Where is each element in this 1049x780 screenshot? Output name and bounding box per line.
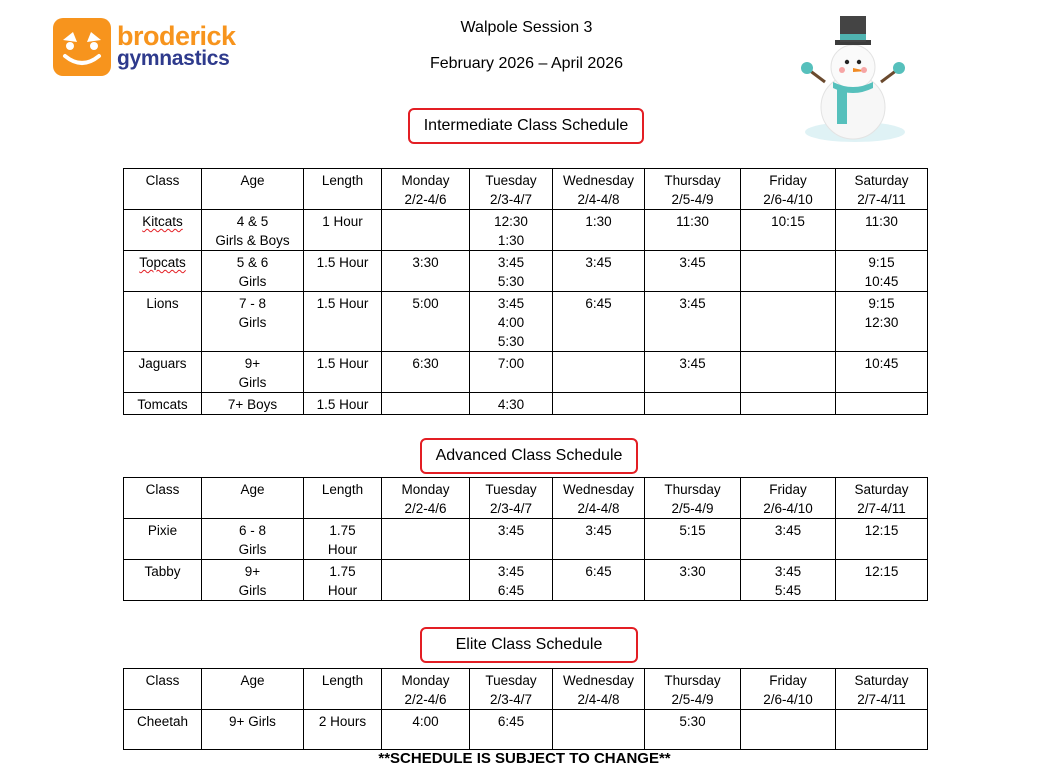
table-row <box>124 352 928 393</box>
cell <box>382 210 470 251</box>
cell <box>382 519 470 560</box>
header-age: Age <box>202 669 304 710</box>
cell: 9+ Girls <box>202 352 304 393</box>
cell: 1.5 Hour <box>304 352 382 393</box>
header-length: Length <box>304 669 382 710</box>
cell: 12:30 1:30 <box>470 210 553 251</box>
cell: 7:00 <box>470 352 553 393</box>
cell <box>382 560 470 601</box>
cell: 4 & 5 Girls & Boys <box>202 210 304 251</box>
elite-title: Elite Class Schedule <box>420 627 638 663</box>
cell <box>836 393 928 415</box>
cell: 10:15 <box>741 210 836 251</box>
cell: 9+ Girls <box>202 560 304 601</box>
cell: 1.5 Hour <box>304 251 382 292</box>
schedule-disclaimer: **SCHEDULE IS SUBJECT TO CHANGE** <box>378 750 671 767</box>
cell: 1 Hour <box>304 210 382 251</box>
cell <box>741 710 836 750</box>
header-length: Length <box>304 169 382 210</box>
cell: 3:30 <box>645 560 741 601</box>
cell: 3:45 <box>645 352 741 393</box>
cell: 3:45 <box>645 251 741 292</box>
cell: 1.5 Hour <box>304 393 382 415</box>
header-class: Class <box>124 169 202 210</box>
cell: Tabby <box>124 560 202 601</box>
cell: 9:15 12:30 <box>836 292 928 352</box>
table-row <box>124 519 928 560</box>
header-wednesday: Wednesday 2/4-4/8 <box>553 169 645 210</box>
cell: 12:15 <box>836 560 928 601</box>
header-tuesday: Tuesday 2/3-4/7 <box>470 478 553 519</box>
cell: 3:45 <box>470 519 553 560</box>
logo-line1: broderick <box>117 21 236 51</box>
cell: 1.75 Hour <box>304 519 382 560</box>
snowman-icon <box>795 12 915 147</box>
cell <box>382 393 470 415</box>
cell <box>741 251 836 292</box>
cell: 3:45 5:45 <box>741 560 836 601</box>
cell: Kitcats <box>124 210 202 251</box>
cell: 3:45 <box>645 292 741 352</box>
cell: Cheetah <box>124 710 202 750</box>
header-thursday: Thursday 2/5-4/9 <box>645 169 741 210</box>
cell: 11:30 <box>645 210 741 251</box>
cell: 5:30 <box>645 710 741 750</box>
header-thursday: Thursday 2/5-4/9 <box>645 669 741 710</box>
cell: 3:45 <box>553 519 645 560</box>
table-header-row <box>124 669 928 710</box>
cell <box>741 292 836 352</box>
cell: 5 & 6 Girls <box>202 251 304 292</box>
cell <box>741 352 836 393</box>
cell: 5:00 <box>382 292 470 352</box>
header-tuesday: Tuesday 2/3-4/7 <box>470 669 553 710</box>
table-row <box>124 251 928 292</box>
logo-line2: gymnastics <box>117 47 230 70</box>
header-class: Class <box>124 478 202 519</box>
header-saturday: Saturday 2/7-4/11 <box>836 478 928 519</box>
cell: 6:45 <box>470 710 553 750</box>
header-length: Length <box>304 478 382 519</box>
header-saturday: Saturday 2/7-4/11 <box>836 169 928 210</box>
cell: 3:45 6:45 <box>470 560 553 601</box>
header-class: Class <box>124 669 202 710</box>
cell <box>645 393 741 415</box>
cell: 3:45 5:30 <box>470 251 553 292</box>
cell: Lions <box>124 292 202 352</box>
table-header-row <box>124 169 928 210</box>
cell: 7 - 8 Girls <box>202 292 304 352</box>
cell: 3:45 <box>553 251 645 292</box>
cell <box>553 352 645 393</box>
elite-schedule-table <box>123 668 928 750</box>
header-age: Age <box>202 169 304 210</box>
cell: 9:15 10:45 <box>836 251 928 292</box>
intermediate-title: Intermediate Class Schedule <box>408 108 644 144</box>
header-age: Age <box>202 478 304 519</box>
header-tuesday: Tuesday 2/3-4/7 <box>470 169 553 210</box>
cell: 6:30 <box>382 352 470 393</box>
cell: 1:30 <box>553 210 645 251</box>
header-saturday: Saturday 2/7-4/11 <box>836 669 928 710</box>
table-row <box>124 292 928 352</box>
cell: 5:15 <box>645 519 741 560</box>
table-row <box>124 710 928 750</box>
header-monday: Monday 2/2-4/6 <box>382 669 470 710</box>
cell: 12:15 <box>836 519 928 560</box>
session-dates: February 2026 – April 2026 <box>429 55 623 72</box>
cell: 6 - 8 Girls <box>202 519 304 560</box>
cell <box>553 393 645 415</box>
cell: 10:45 <box>836 352 928 393</box>
cell: 11:30 <box>836 210 928 251</box>
cell: 1.75 Hour <box>304 560 382 601</box>
cell: 6:45 <box>553 292 645 352</box>
header-thursday: Thursday 2/5-4/9 <box>645 478 741 519</box>
header-friday: Friday 2/6-4/10 <box>741 169 836 210</box>
cell: Tomcats <box>124 393 202 415</box>
cell: Topcats <box>124 251 202 292</box>
table-row <box>124 393 928 415</box>
cell: 4:00 <box>382 710 470 750</box>
cell: 4:30 <box>470 393 553 415</box>
cell: 2 Hours <box>304 710 382 750</box>
cell: Jaguars <box>124 352 202 393</box>
header-friday: Friday 2/6-4/10 <box>741 669 836 710</box>
header-monday: Monday 2/2-4/6 <box>382 169 470 210</box>
cell: 3:45 <box>741 519 836 560</box>
advanced-title: Advanced Class Schedule <box>420 438 638 474</box>
header-wednesday: Wednesday 2/4-4/8 <box>553 669 645 710</box>
cell: 9+ Girls <box>202 710 304 750</box>
cell: 7+ Boys <box>202 393 304 415</box>
cell <box>741 393 836 415</box>
table-row <box>124 560 928 601</box>
cell: Pixie <box>124 519 202 560</box>
cell: 6:45 <box>553 560 645 601</box>
table-header-row <box>124 478 928 519</box>
page-title: Walpole Session 3 <box>460 19 593 36</box>
cell <box>553 710 645 750</box>
cell: 3:30 <box>382 251 470 292</box>
cell <box>836 710 928 750</box>
header-monday: Monday 2/2-4/6 <box>382 478 470 519</box>
intermediate-schedule-table <box>123 168 928 415</box>
header-wednesday: Wednesday 2/4-4/8 <box>553 478 645 519</box>
cell: 3:45 4:00 5:30 <box>470 292 553 352</box>
table-row <box>124 210 928 251</box>
cell: 1.5 Hour <box>304 292 382 352</box>
header-friday: Friday 2/6-4/10 <box>741 478 836 519</box>
advanced-schedule-table <box>123 477 928 601</box>
